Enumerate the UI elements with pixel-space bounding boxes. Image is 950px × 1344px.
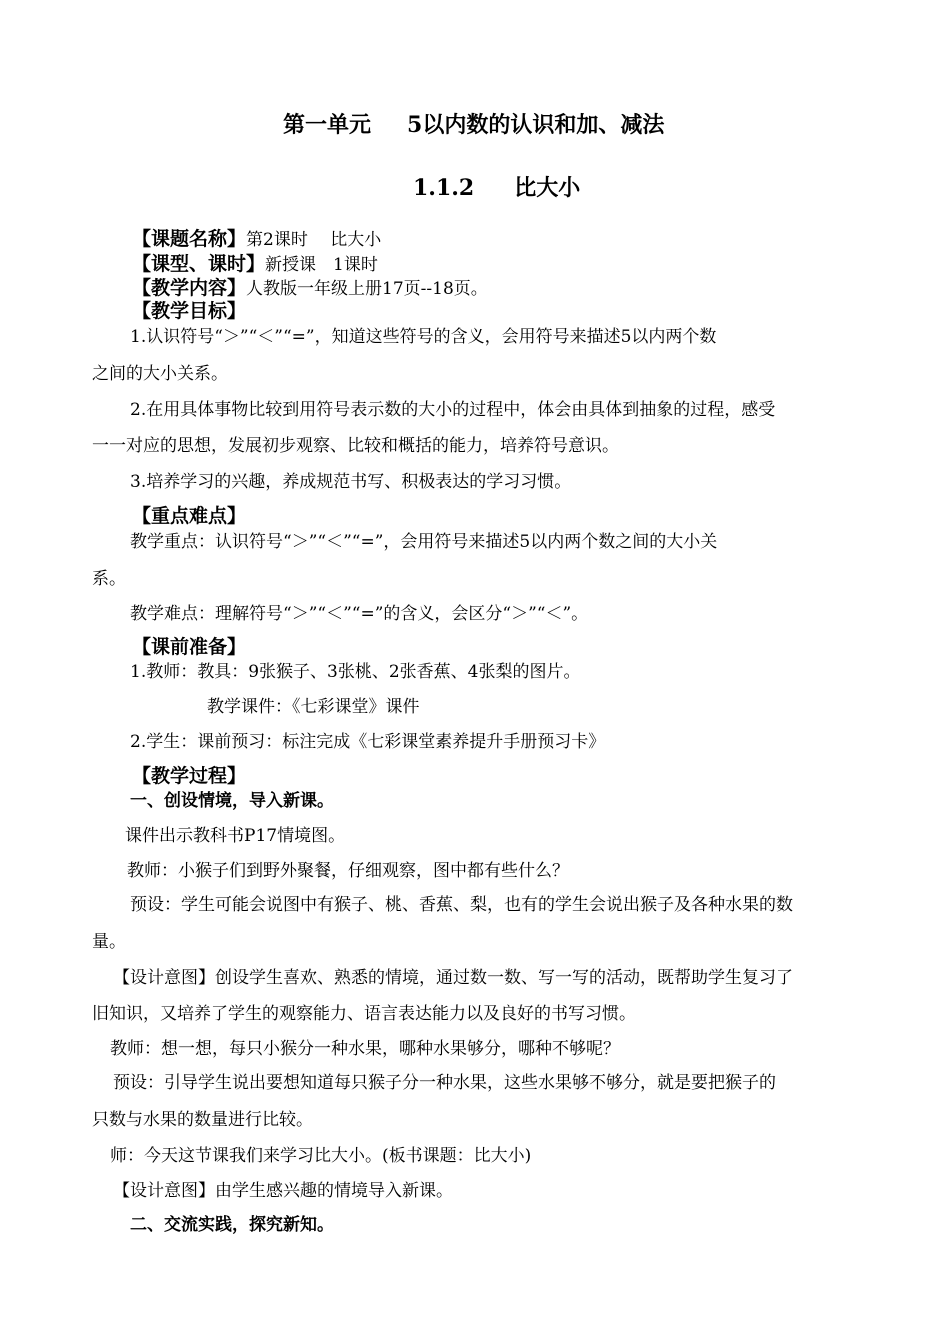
goals-heading: 【教学目标】 xyxy=(132,300,247,322)
prep-courseware: 教学课件：《七彩课堂》课件 xyxy=(207,697,420,717)
goal-3: 3.培养学习的兴趣，养成规范书写、积极表达的学习习惯。 xyxy=(130,472,572,492)
teaching-focus-line-2: 系。 xyxy=(92,569,126,589)
process-para-3-line-1: 预设：学生可能会说图中有猴子、桃、香蕉、梨，也有的学生会说出猴子及各种水果的数 xyxy=(130,895,793,915)
prep-heading: 【课前准备】 xyxy=(132,636,247,658)
lesson-title xyxy=(413,174,580,202)
content-row xyxy=(132,277,488,300)
lesson-name: 比大小 xyxy=(514,175,581,201)
goal-2-line-2: 一一对应的思想，发展初步观察、比较和概括的能力，培养符号意识。 xyxy=(92,436,619,456)
process-para-3-line-2: 量。 xyxy=(92,932,126,952)
course-name-label: 【课题名称】 xyxy=(132,228,247,250)
goal-1-line-2: 之间的大小关系。 xyxy=(92,364,228,384)
lesson-type-label: 【课型、课时】 xyxy=(132,253,266,275)
teaching-focus-line-1: 教学重点：认识符号“＞”“＜”“=”，会用符号来描述5以内两个数之间的大小关 xyxy=(130,532,718,552)
process-para-2: 教师：小猴子们到野外聚餐，仔细观察，图中都有些什么？ xyxy=(127,861,569,881)
section-1-heading: 一、创设情境，导入新课。 xyxy=(130,791,334,811)
key-points-heading: 【重点难点】 xyxy=(132,505,247,527)
goal-1-line-1: 1.认识符号“＞”“＜”“=”，知道这些符号的含义，会用符号来描述5以内两个数 xyxy=(130,327,717,347)
process-heading: 【教学过程】 xyxy=(132,765,247,787)
unit-topic: 5以内数的认识和加、减法 xyxy=(407,112,665,138)
design-intent-1-line-2: 旧知识，又培养了学生的观察能力、语言表达能力以及良好的书写习惯。 xyxy=(92,1004,636,1024)
design-intent-1-line-1: 【设计意图】创设学生喜欢、熟悉的情境，通过数一数、写一写的活动，既帮助学生复习了 xyxy=(113,968,793,988)
teaching-difficulty: 教学难点：理解符号“＞”“＜”“=”的含义，会区分“＞”“＜”。 xyxy=(130,604,589,624)
prep-student: 2.学生：课前预习：标注完成《七彩课堂素养提升手册预习卡》 xyxy=(130,732,606,752)
process-para-5: 教师：想一想，每只小猴分一种水果，哪种水果够分，哪种不够呢？ xyxy=(110,1039,620,1059)
process-para-1: 课件出示教科书P17情境图。 xyxy=(125,826,346,846)
content-value: 人教版一年级上册17页--18页。 xyxy=(246,279,488,299)
unit-label: 第一单元 xyxy=(283,112,372,138)
content-label: 【教学内容】 xyxy=(132,277,247,299)
section-2-heading: 二、交流实践，探究新知。 xyxy=(130,1215,334,1235)
course-name-row xyxy=(132,228,381,251)
goal-2-line-1: 2.在用具体事物比较到用符号表示数的大小的过程中，体会由具体到抽象的过程，感受 xyxy=(130,400,776,420)
prep-teacher: 1.教师：教具：9张猴子、3张桃、2张香蕉、4张梨的图片。 xyxy=(130,662,581,682)
design-intent-2: 【设计意图】由学生感兴趣的情境导入新课。 xyxy=(113,1181,453,1201)
lesson-type-value: 新授课 1课时 xyxy=(265,255,378,275)
process-para-6-line-2: 只数与水果的数量进行比较。 xyxy=(92,1110,313,1130)
lesson-type-row xyxy=(132,253,378,276)
process-para-6-line-1: 预设：引导学生说出要想知道每只猴子分一种水果，这些水果够不够分，就是要把猴子的 xyxy=(113,1073,776,1093)
process-para-7: 师：今天这节课我们来学习比大小。(板书课题：比大小) xyxy=(110,1146,532,1166)
course-name-value: 第2课时 比大小 xyxy=(246,230,382,250)
lesson-number: 1.1.2 xyxy=(413,175,475,201)
unit-title xyxy=(283,111,664,139)
